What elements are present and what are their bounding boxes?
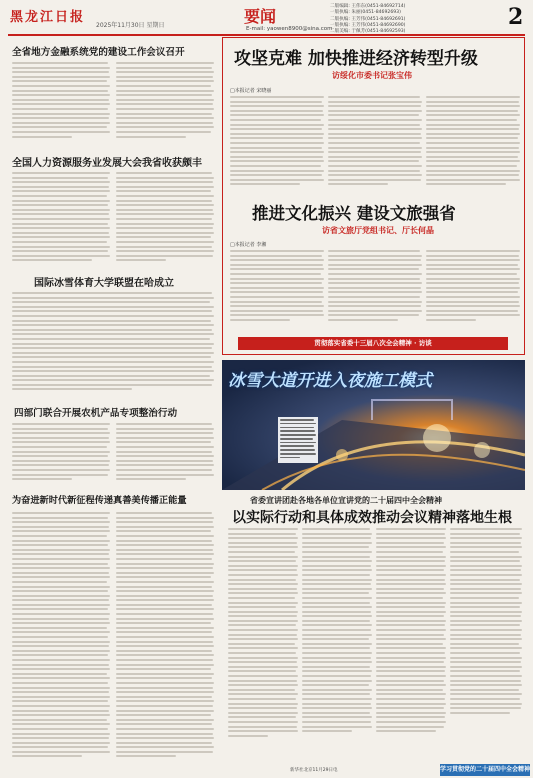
article-text: [12, 62, 110, 140]
article-text: [12, 172, 110, 264]
article-text: [302, 528, 372, 735]
feature-subhead-1: 访绥化市委书记张宝伟: [332, 71, 412, 80]
headline-finance-party: 全省地方金融系统党的建设工作会议召开: [12, 47, 185, 58]
article-kicker: 省委宣讲团赴各地各单位宣讲党的二十届四中全会精神: [250, 496, 442, 505]
study-campaign-banner: 学习贯彻党的二十届四中全会精神: [440, 764, 530, 776]
header-rule: [8, 34, 525, 36]
article-text: [328, 250, 422, 324]
headline-ice-snow-union: 国际冰雪体育大学联盟在哈成立: [34, 278, 174, 289]
feature-headline-2: 推进文化振兴 建设文旅强省: [252, 204, 456, 223]
headline-positive-energy: 为奋进新时代新征程传递真善美传播正能量: [12, 495, 187, 506]
editor-info: [330, 4, 508, 35]
headline-hr-services: 全国人力资源服务业发展大会我省收获颇丰: [12, 158, 202, 169]
editor-line: 一版执编: 王芳伟(0451-84692690): [330, 22, 406, 28]
byline: □本报记者 宋晓丽: [230, 88, 272, 94]
feature-subhead-2: 访省文旅厅党组书记、厅长何晶: [322, 226, 434, 235]
page-number: 2: [508, 4, 524, 30]
masthead: 黑龙江日报: [10, 10, 86, 25]
photo-caption: [278, 417, 318, 463]
article-text: [12, 423, 110, 483]
editor-line: 一版执编: 朱丽(0451-84692693): [330, 10, 401, 16]
article-text: [450, 528, 522, 716]
article-text: [376, 528, 446, 735]
dateline: 新华社北京11月29日电: [290, 768, 338, 773]
article-text: [230, 96, 324, 188]
article-text: [426, 250, 520, 324]
section-title: 要闻: [244, 7, 277, 26]
section-email: E-mail: yaowen8900@sina.com: [246, 26, 333, 32]
byline: □本报记者 李湘: [230, 242, 267, 248]
headline-farm-machinery: 四部门联合开展农机产品专项整治行动: [14, 408, 178, 419]
feature-headline-1: 攻坚克难 加快推进经济转型升级: [234, 49, 478, 69]
article-text: [12, 292, 214, 393]
interview-series-banner: 贯彻落实省委十三届八次全会精神 · 访谈: [238, 337, 508, 350]
editor-line: 二版编辑: 王伟东(0451-84692714): [330, 4, 406, 9]
editor-line: 二版美编: 于佩芳(0451-84692593): [330, 29, 406, 35]
article-headline: 以实际行动和具体成效推动会议精神落地生根: [232, 510, 512, 526]
article-text: [230, 250, 324, 324]
article-text: [116, 423, 214, 483]
article-text: [116, 172, 214, 264]
photo-title: 冰雪大道开进入夜施工模式: [228, 371, 432, 391]
article-text: [116, 62, 214, 140]
issue-date: 2025年11月30日 星期日: [96, 22, 165, 29]
article-text: [426, 96, 520, 188]
editor-line: 二版执编: 王芳伟(0451-84692691): [330, 16, 406, 22]
article-text: [116, 512, 214, 760]
article-text: [12, 512, 110, 760]
article-text: [328, 96, 422, 188]
article-text: [228, 528, 298, 739]
